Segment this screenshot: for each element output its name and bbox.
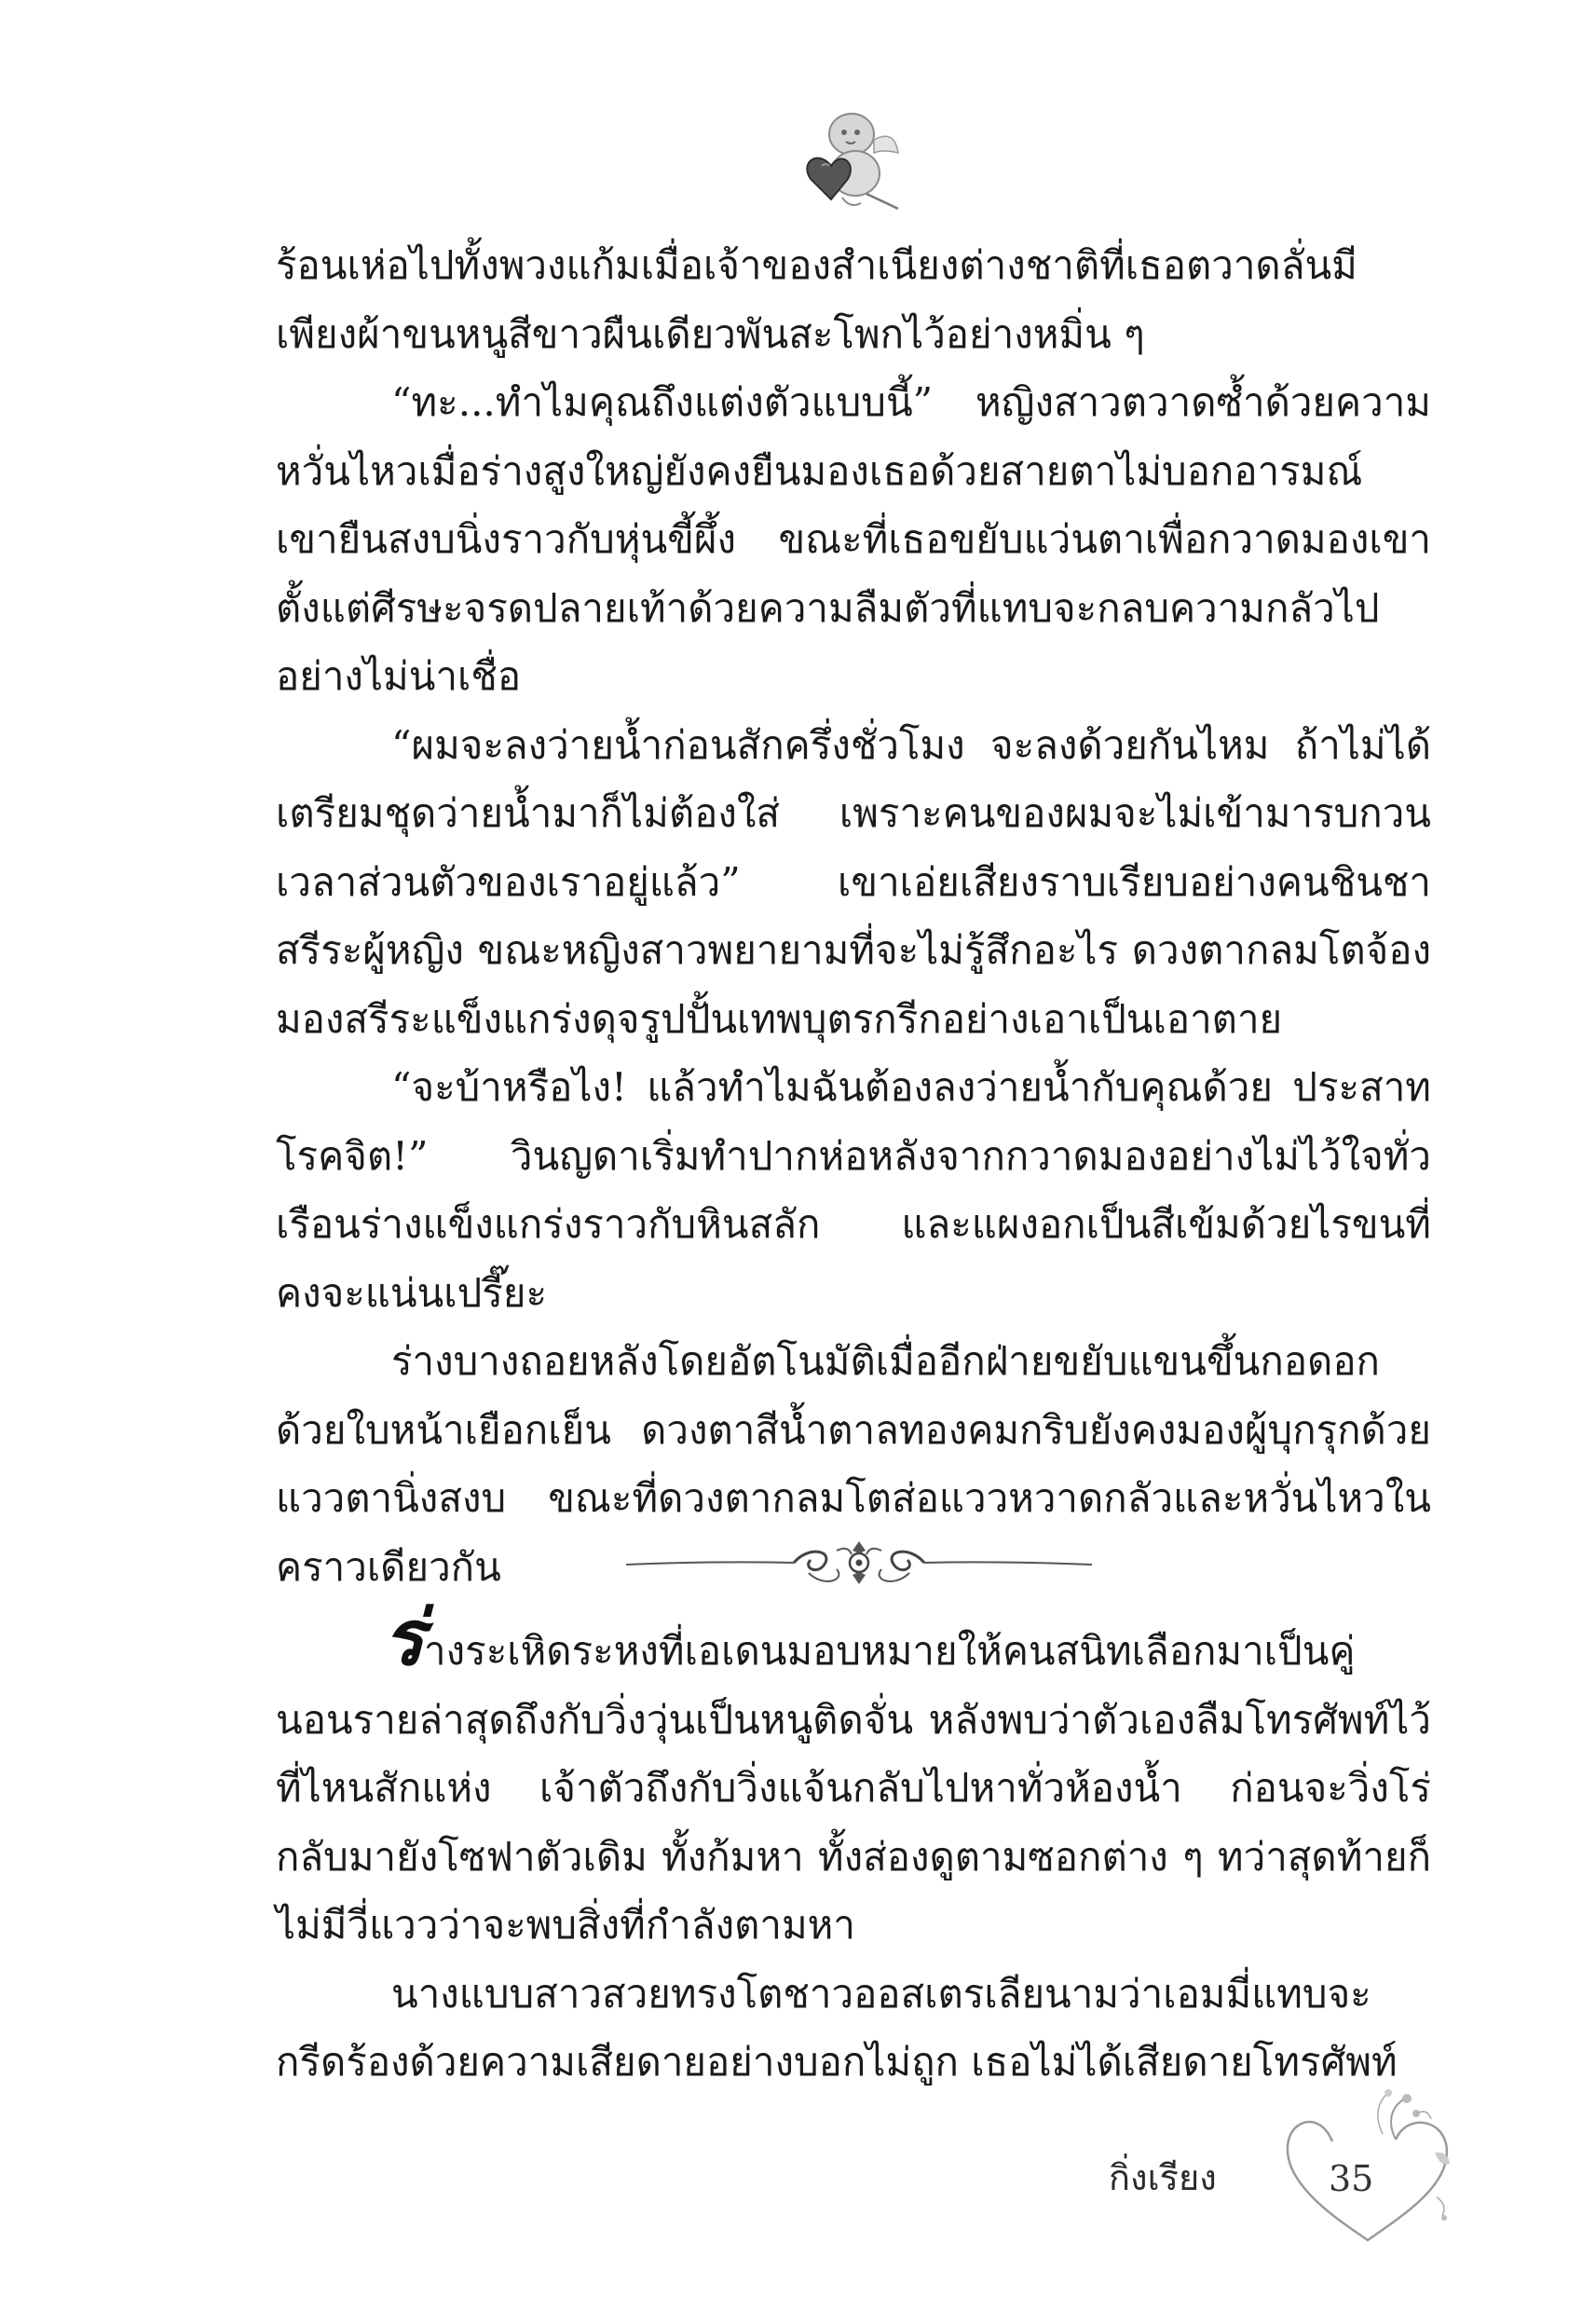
section-one [276,231,1431,1601]
section-two [276,1593,1431,2097]
flourish-divider-icon [626,1532,1092,1597]
cherub-with-heart-icon [794,101,906,212]
opening-paragraph [276,1593,1431,1960]
paragraph: ร้อนเห่อไปทั้งพวงแก้มเมื่อเจ้าของสำเนียงต่างชาติที่เธอตวาดลั่นมีเพียงผ้าขนหนูสีขาวผืนเดียวพันสะโพกไว้อย่างหมิ่น ๆ [276,242,1357,357]
drop-cap: ร่ [383,1593,425,1683]
paragraph: ร่างบางถอยหลังโดยอัตโนมัติเมื่ออีกฝ่ายขยับแขนขึ้นกอดอกด้วยใบหน้าเยือกเย็น ดวงตาสีน้ำตาลทองคมกริบยังคงมองผู้บุกรุกด้วยแววตานิ่งสงบ ขณะที่ดวงตากลมโตส่อแววหวาดกลัวและหวั่นไหวในคราวเดียวกัน [276,1338,1431,1590]
page-number: 35 [1329,2158,1374,2199]
page-footer [1099,2087,1472,2246]
paragraph-text: างระเหิดระหงที่เอเดนมอบหมายให้คนสนิทเลือกมาเป็นคู่นอนรายล่าสุดถึงกับวิ่งวุ่นเป็นหนูติดจั่น หลังพบว่าตัวเองลืมโทรศัพท์ไว้ที่ไหนสักแห่ง เจ้าตัวถึงกับวิ่งแจ้นกลับไปหาทั่วห้องน้ำ ก่อนจะวิ่งโร่กลับมายังโซฟาตัวเดิม ทั้งก้มหา ทั้งส่องดูตามซอกต่าง ๆ ทว่าสุดท้ายก็ไม่มีวี่แววว่าจะพบสิ่งที่กำลังตามหา [276,1628,1431,1948]
author-name: กิ่งเรียง [1109,2157,1217,2198]
paragraph: “ทะ...ทำไมคุณถึงแต่งตัวแบบนี้” หญิงสาวตวาดซ้ำด้วยความหวั่นไหวเมื่อร่างสูงใหญ่ยังคงยืนมองเธอด้วยสายตาไม่บอกอารมณ์ เขายืนสงบนิ่งราวกับหุ่นขี้ผึ้ง ขณะที่เธอขยับแว่นตาเพื่อกวาดมองเขาตั้งแต่ศีรษะจรดปลายเท้าด้วยความลืมตัวที่แทบจะกลบความกลัวไปอย่างไม่น่าเชื่อ [276,379,1431,699]
paragraph: “ผมจะลงว่ายน้ำก่อนสักครึ่งชั่วโมง จะลงด้วยกันไหม ถ้าไม่ได้เตรียมชุดว่ายน้ำมาก็ไม่ต้องใส่ เพราะคนของผมจะไม่เข้ามารบกวนเวลาส่วนตัวของเราอยู่แล้ว” เขาเอ่ยเสียงราบเรียบอย่างคนชินชาสรีระผู้หญิง ขณะหญิงสาวพยายามที่จะไม่รู้สึกอะไร ดวงตากลมโตจ้องมองสรีระแข็งแกร่งดุจรูปปั้นเทพบุตรกรีกอย่างเอาเป็นเอาตาย [276,721,1431,1042]
paragraph: นางแบบสาวสวยทรงโตชาวออสเตรเลียนามว่าเอมมี่แทบจะกรีดร้องด้วยความเสียดายอย่างบอกไม่ถูก เธอไม่ได้เสียดายโทรศัพท์ [276,1970,1398,2085]
paragraph: “จะบ้าหรือไง! แล้วทำไมฉันต้องลงว่ายน้ำกับคุณด้วย ประสาทโรคจิต!” วินญดาเริ่มทำปากห่อหลังจากกวาดมองอย่างไม่ไว้ใจทั่วเรือนร่างแข็งแกร่งราวกับหินสลัก และแผงอกเป็นสีเข้มด้วยไรขนที่คงจะแน่นเปรี๊ยะ [276,1064,1431,1316]
